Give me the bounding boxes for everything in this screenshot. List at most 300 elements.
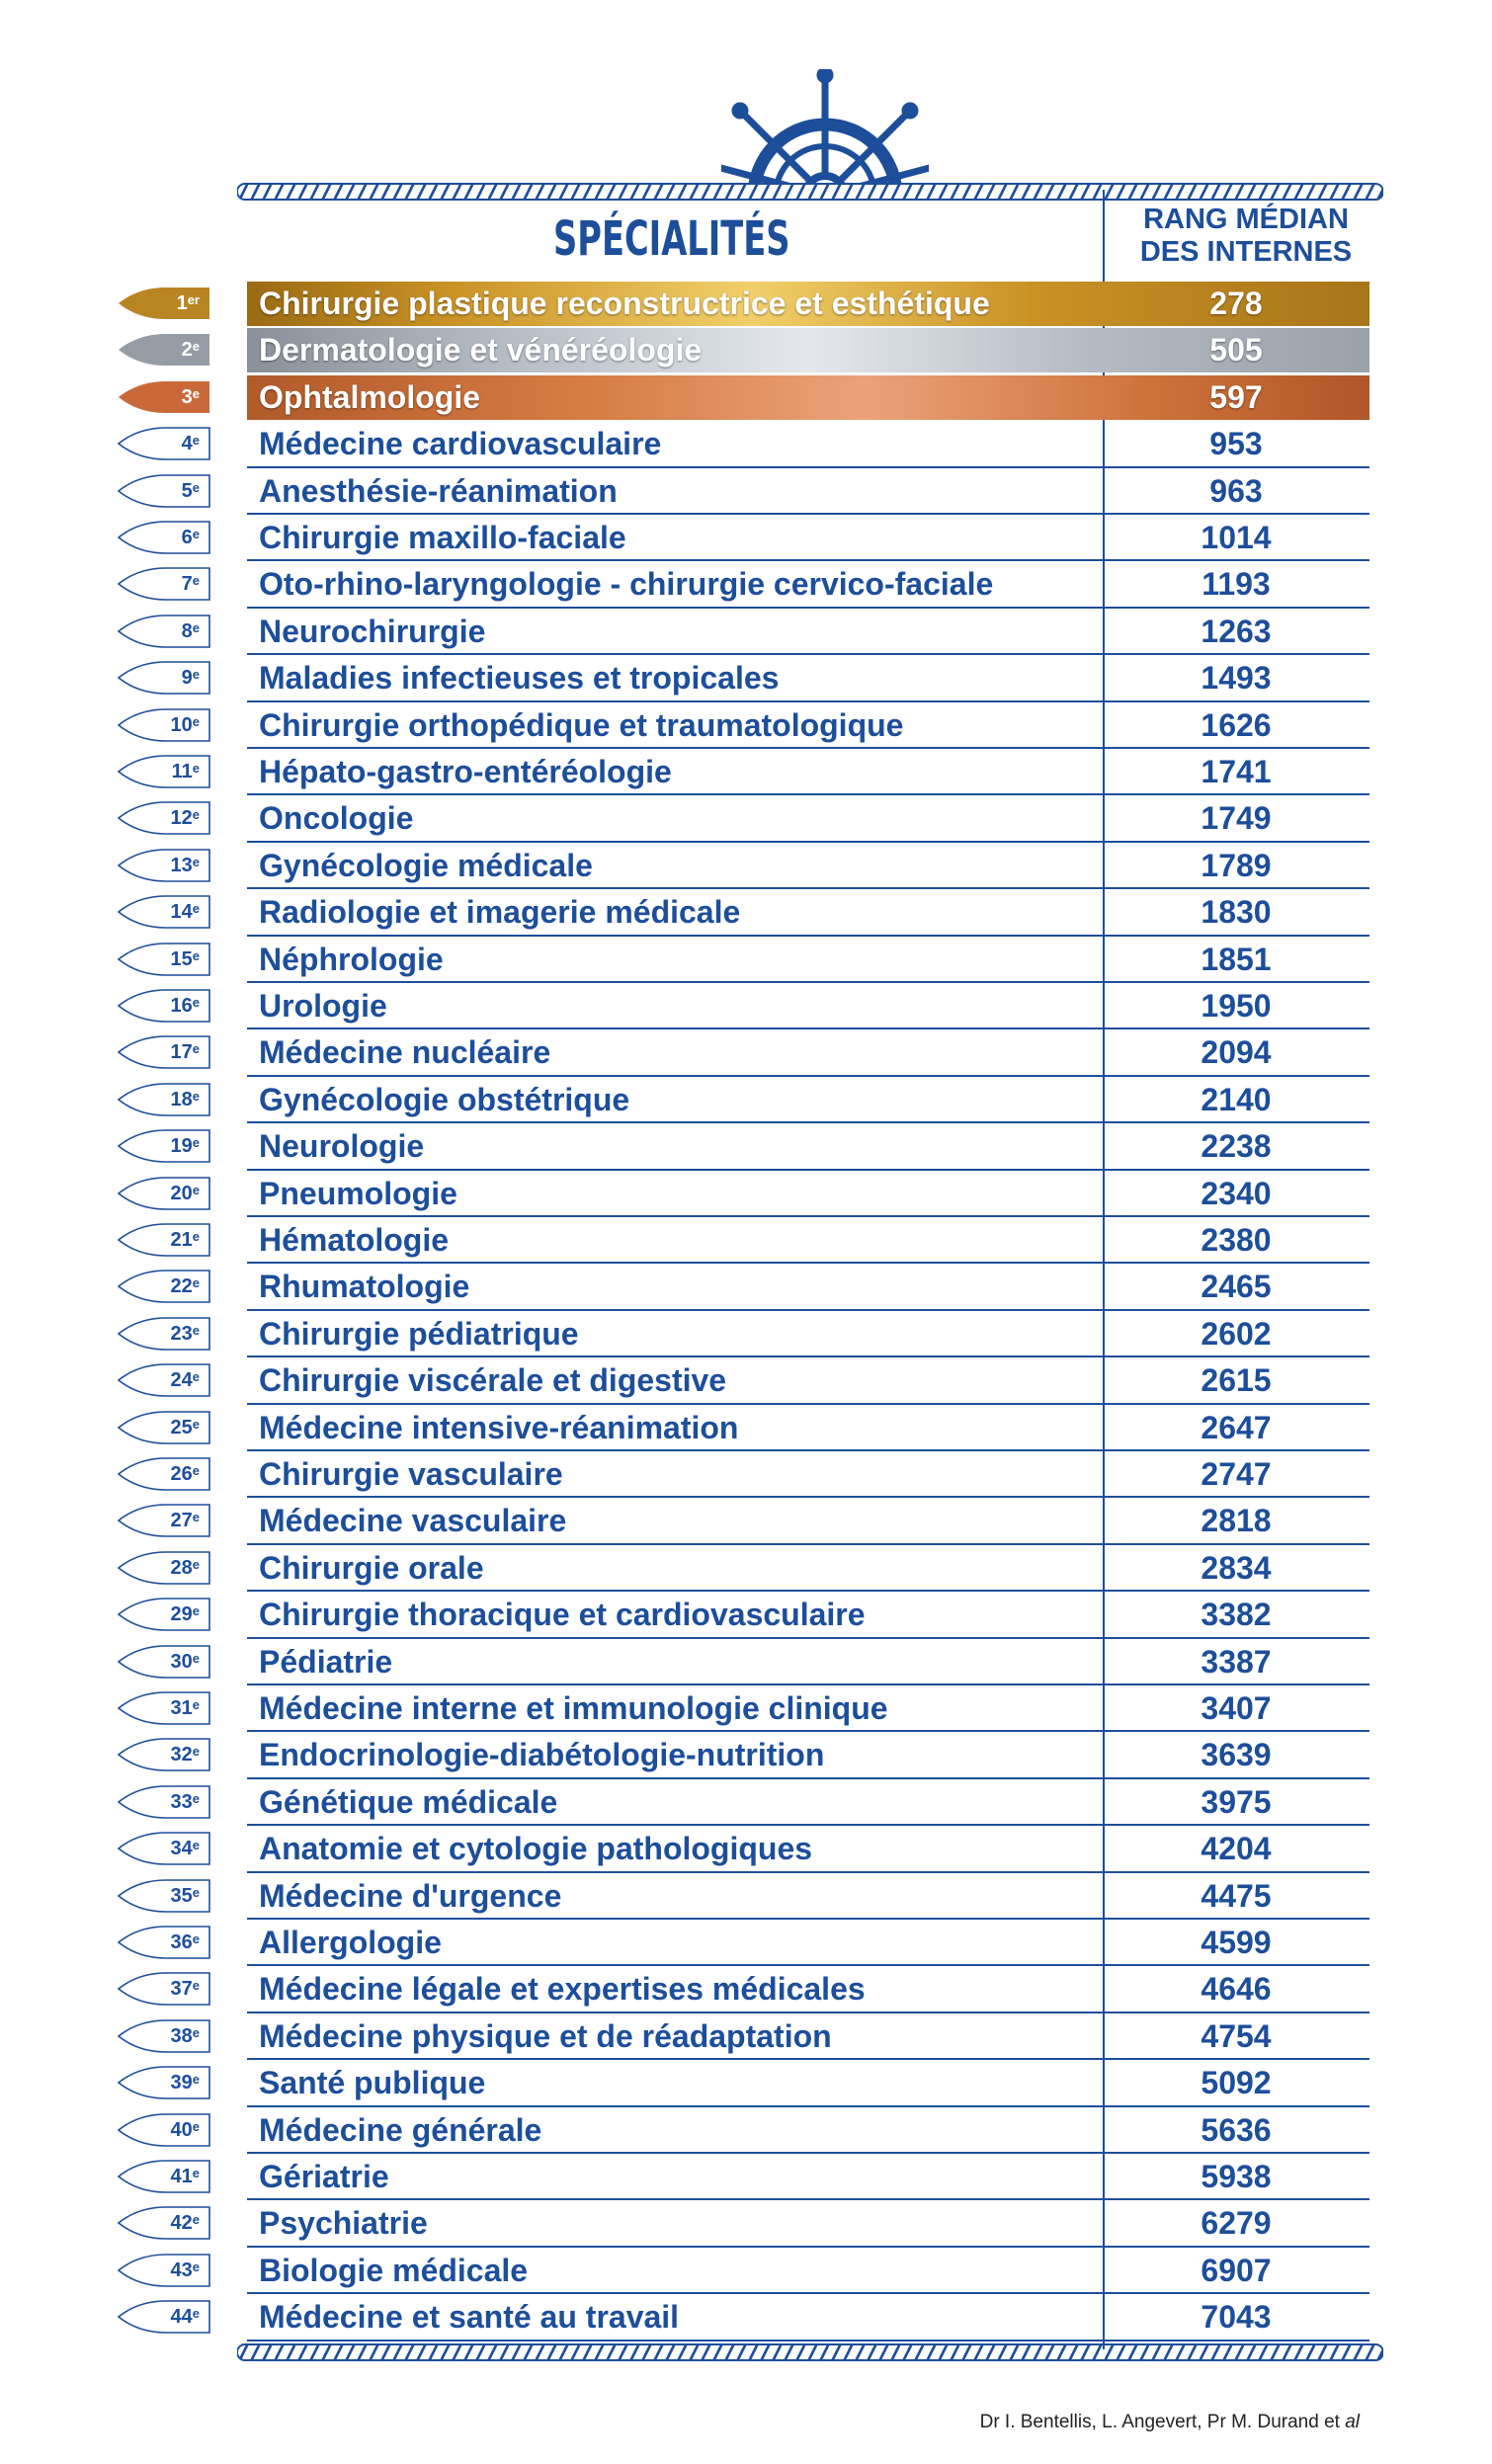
rank-position-badge [117, 1081, 215, 1118]
position-suffix: e [192, 2212, 200, 2228]
table-row [0, 1451, 1492, 1498]
specialty-name: Chirurgie orale [259, 1549, 484, 1586]
rank-position-label [117, 1830, 207, 1867]
specialty-name: Hématologie [259, 1222, 450, 1258]
median-rank-value: 3639 [1201, 1737, 1272, 1773]
rank-position-badge [117, 285, 215, 322]
rank-position-label [117, 613, 207, 650]
table-row [0, 1123, 1492, 1170]
rank-position-label [117, 706, 207, 744]
rank-position-label [117, 1924, 207, 1961]
rope-border-top [237, 182, 1383, 202]
median-rank-value: 2238 [1201, 1128, 1272, 1165]
position-number: 11 [171, 761, 193, 782]
table-row [0, 2200, 1492, 2247]
median-rank-value: 4754 [1201, 2017, 1272, 2054]
table-row [0, 2060, 1492, 2106]
table-row [0, 1077, 1492, 1123]
rank-position-label [117, 2252, 207, 2289]
specialty-name: Anatomie et cytologie pathologiques [259, 1831, 813, 1867]
specialty-name: Oto-rhino-laryngologie - chirurgie cervico-faciale [259, 566, 994, 603]
position-suffix: er [187, 292, 200, 307]
specialty-name: Neurochirurgie [259, 613, 486, 649]
table-row [0, 843, 1492, 889]
position-number: 12 [170, 807, 193, 830]
position-suffix: e [192, 2166, 200, 2180]
position-suffix: e [192, 385, 200, 401]
specialty-name: Allergologie [259, 1925, 442, 1960]
rank-position-badge [117, 706, 215, 744]
rank-position-badge [117, 847, 215, 884]
position-number: 32 [170, 1744, 193, 1766]
rank-position-badge [117, 1643, 215, 1681]
rank-position-label [117, 1127, 207, 1165]
table-row [0, 1873, 1492, 1920]
median-rank-value: 1830 [1201, 894, 1272, 931]
position-number: 38 [170, 2024, 193, 2047]
position-number: 4 [181, 433, 193, 455]
specialty-name: Médecine générale [259, 2111, 542, 2148]
rank-position-label [117, 1643, 207, 1681]
specialty-name: Ophtalmologie [259, 378, 480, 415]
table-row [0, 937, 1492, 983]
specialty-name: Biologie médicale [259, 2252, 529, 2288]
position-number: 21 [170, 1229, 193, 1251]
position-number: 28 [170, 1556, 193, 1579]
specialty-name: Hépato-gastro-entéréologie [259, 754, 672, 789]
rank-position-label [117, 1596, 207, 1633]
specialty-name: Génétique médicale [259, 1783, 558, 1820]
rank-position-badge [117, 378, 215, 416]
position-number: 19 [170, 1135, 193, 1158]
rank-position-badge [117, 1409, 215, 1446]
table-row [0, 702, 1492, 749]
specialty-name: Médecine nucléaire [259, 1034, 551, 1071]
rank-position-badge [117, 2252, 215, 2289]
median-rank-value: 5092 [1201, 2065, 1272, 2101]
rank-position-badge [117, 2064, 215, 2101]
median-rank-value: 1950 [1201, 988, 1272, 1024]
table-row [0, 1405, 1492, 1451]
specialty-name: Psychiatrie [259, 2205, 428, 2242]
median-rank-value: 505 [1209, 332, 1263, 369]
position-suffix: e [192, 339, 200, 355]
rank-position-badge [117, 2158, 215, 2195]
median-rank-value: 597 [1209, 378, 1263, 415]
rank-position-badge [117, 2204, 215, 2242]
position-number: 17 [170, 1041, 193, 1064]
table-row [0, 889, 1492, 936]
position-suffix: e [192, 1650, 200, 1666]
position-number: 30 [170, 1650, 193, 1673]
position-number: 2 [181, 339, 193, 362]
position-number: 15 [170, 947, 193, 970]
specialty-name: Médecine vasculaire [259, 1503, 567, 1539]
rank-position-label [117, 2064, 207, 2101]
position-suffix: e [192, 901, 200, 917]
specialty-name: Néphrologie [259, 941, 444, 977]
median-rank-value: 1014 [1201, 520, 1272, 555]
rank-position-label [117, 987, 207, 1025]
rank-position-label [117, 1549, 207, 1587]
rank-position-label [117, 753, 207, 790]
rank-position-badge [117, 613, 215, 650]
position-suffix: e [192, 1463, 200, 1478]
median-rank-value: 5636 [1201, 2111, 1272, 2148]
table-row [0, 561, 1492, 608]
rank-position-label [117, 331, 207, 369]
rank-position-badge [117, 1783, 215, 1821]
median-rank-value: 2747 [1201, 1456, 1272, 1492]
rank-position-badge [117, 1455, 215, 1493]
position-number: 22 [170, 1275, 193, 1298]
rank-position-badge [117, 331, 215, 369]
table-row [0, 1357, 1492, 1404]
rank-position-badge [117, 941, 215, 978]
rank-position-badge [117, 565, 215, 603]
table-row [0, 2013, 1492, 2060]
credit-etal: al [1345, 2412, 1360, 2432]
position-suffix: e [192, 1088, 200, 1104]
median-rank-value: 953 [1209, 426, 1263, 462]
rank-position-badge [117, 425, 215, 462]
position-suffix: e [192, 1838, 200, 1853]
median-rank-value: 2818 [1201, 1503, 1272, 1539]
specialty-name: Chirurgie pédiatrique [259, 1315, 579, 1352]
table-row [0, 749, 1492, 795]
median-rank-value: 2615 [1201, 1362, 1272, 1399]
specialty-name: Santé publique [259, 2065, 486, 2101]
median-rank-value: 4475 [1201, 1877, 1272, 1914]
position-number: 27 [170, 1510, 193, 1532]
rank-position-label [117, 565, 207, 603]
row-divider [247, 2340, 1369, 2341]
rank-position-badge [117, 519, 215, 556]
median-rank-value: 2465 [1201, 1269, 1272, 1305]
position-number: 7 [181, 573, 193, 596]
table-row [0, 281, 1492, 327]
table-row [0, 795, 1492, 842]
table-row [0, 983, 1492, 1029]
rank-position-badge [117, 1315, 215, 1353]
rank-position-label [117, 1689, 207, 1727]
median-rank-value: 1741 [1201, 754, 1272, 789]
position-number: 36 [170, 1931, 193, 1953]
position-suffix: e [192, 1182, 200, 1197]
rank-position-badge [117, 659, 215, 697]
position-number: 3 [181, 385, 193, 408]
median-rank-value: 1193 [1202, 566, 1271, 603]
position-suffix: e [192, 1884, 200, 1900]
median-rank-value: 4204 [1201, 1831, 1272, 1867]
median-rank-value: 3387 [1201, 1643, 1272, 1680]
rank-position-badge [117, 1127, 215, 1165]
table-row [0, 1732, 1492, 1778]
position-number: 18 [170, 1088, 193, 1110]
rank-position-badge [117, 1877, 215, 1915]
position-suffix: e [192, 807, 200, 823]
rank-position-label [117, 1268, 207, 1305]
median-rank-value: 1493 [1201, 660, 1272, 697]
position-number: 8 [181, 619, 193, 642]
position-suffix: e [192, 1041, 200, 1057]
specialty-name: Radiologie et imagerie médicale [259, 894, 741, 931]
position-suffix: e [192, 1931, 200, 1946]
rank-position-label [117, 1877, 207, 1915]
table-row [0, 1592, 1492, 1638]
position-suffix: e [192, 947, 200, 963]
rank-position-label [117, 893, 207, 931]
rank-position-label [117, 2158, 207, 2195]
median-rank-value: 3975 [1201, 1783, 1272, 1820]
median-rank-value: 2380 [1201, 1222, 1272, 1258]
position-number: 42 [170, 2212, 193, 2235]
position-number: 6 [181, 527, 193, 548]
position-suffix: e [192, 1978, 200, 1994]
median-rank-value: 2602 [1201, 1315, 1272, 1352]
rank-position-badge [117, 2017, 215, 2055]
table-row [0, 1264, 1492, 1310]
rank-position-label [117, 847, 207, 884]
position-number: 14 [170, 901, 193, 924]
median-rank-value: 278 [1209, 286, 1263, 321]
position-suffix: e [192, 1369, 200, 1385]
rank-position-label [117, 472, 207, 510]
specialty-name: Anesthésie-réanimation [259, 472, 618, 509]
table-row [0, 1171, 1492, 1217]
median-rank-value: 7043 [1201, 2299, 1272, 2336]
rank-position-badge [117, 1924, 215, 1961]
specialty-name: Urologie [259, 988, 387, 1024]
specialty-name: Chirurgie maxillo-faciale [259, 520, 626, 555]
specialty-name: Chirurgie viscérale et digestive [259, 1362, 727, 1399]
specialty-name: Médecine légale et expertises médicales [259, 1971, 866, 2008]
position-suffix: e [192, 713, 200, 729]
rank-position-badge [117, 753, 215, 790]
specialty-name: Chirurgie plastique reconstructrice et esthétique [259, 286, 990, 321]
position-suffix: e [192, 2306, 200, 2322]
position-number: 41 [170, 2166, 193, 2187]
position-suffix: e [192, 1135, 200, 1151]
position-suffix: e [192, 527, 200, 541]
rank-heading-line2: DES INTERNES [1139, 236, 1353, 268]
ship-wheel-icon [721, 69, 929, 198]
rank-position-label [117, 1455, 207, 1493]
specialty-name: Médecine physique et de réadaptation [259, 2017, 832, 2054]
position-suffix: e [192, 1697, 200, 1712]
rank-position-badge [117, 1830, 215, 1867]
rank-position-label [117, 2204, 207, 2242]
specialites-heading: SPÉCIALITÉS [553, 211, 790, 267]
specialty-name: Chirurgie thoracique et cardiovasculaire [259, 1597, 866, 1633]
position-number: 5 [181, 479, 193, 502]
position-number: 9 [181, 667, 193, 690]
median-rank-value: 963 [1209, 472, 1263, 509]
rank-position-label [117, 1221, 207, 1259]
position-suffix: e [192, 995, 200, 1010]
rank-position-label [117, 799, 207, 837]
position-number: 35 [170, 1884, 193, 1907]
position-number: 1 [176, 292, 188, 314]
table-row [0, 2154, 1492, 2200]
median-rank-value: 2340 [1201, 1175, 1272, 1211]
rank-position-badge [117, 2111, 215, 2149]
median-rank-value: 1626 [1201, 706, 1272, 743]
table-row [0, 1779, 1492, 1826]
specialty-name: Dermatologie et vénéréologie [259, 332, 703, 369]
position-number: 34 [170, 1838, 193, 1860]
rank-position-badge [117, 1268, 215, 1305]
rank-position-label [117, 1970, 207, 2008]
specialty-name: Chirurgie vasculaire [259, 1456, 563, 1492]
position-suffix: e [192, 854, 200, 869]
rank-position-label [117, 1361, 207, 1399]
position-number: 40 [170, 2118, 193, 2141]
position-suffix: e [192, 479, 200, 495]
position-suffix: e [192, 2118, 200, 2134]
rank-position-label [117, 378, 207, 416]
rank-column-heading [1103, 204, 1389, 269]
rank-position-badge [117, 1689, 215, 1727]
credit-line [980, 2412, 1360, 2433]
median-rank-value: 3407 [1201, 1690, 1272, 1726]
table-row [0, 1685, 1492, 1732]
position-number: 24 [170, 1369, 193, 1392]
median-rank-value: 4646 [1201, 1971, 1272, 2008]
position-number: 13 [170, 854, 193, 876]
position-suffix: e [192, 2024, 200, 2040]
position-number: 37 [170, 1978, 193, 2001]
median-rank-value: 6907 [1201, 2252, 1272, 2288]
position-suffix: e [192, 433, 200, 449]
rank-position-badge [117, 1033, 215, 1071]
median-rank-value: 1263 [1201, 613, 1272, 649]
rank-position-badge [117, 1175, 215, 1212]
rank-heading-line1: RANG MÉDIAN [1143, 204, 1349, 235]
position-number: 26 [170, 1463, 193, 1485]
specialty-name: Médecine cardiovasculaire [259, 426, 662, 462]
rank-position-label [117, 1033, 207, 1071]
position-number: 10 [170, 713, 193, 736]
specialty-name: Pédiatrie [259, 1643, 393, 1680]
rank-position-badge [117, 1549, 215, 1587]
specialty-name: Gynécologie médicale [259, 847, 593, 883]
position-suffix: e [192, 1416, 200, 1432]
specialty-name: Médecine intensive-réanimation [259, 1409, 739, 1445]
position-suffix: e [192, 1510, 200, 1525]
table-row [0, 468, 1492, 515]
position-suffix: e [192, 2072, 200, 2088]
median-rank-value: 2834 [1201, 1549, 1272, 1586]
position-number: 44 [170, 2306, 193, 2329]
median-rank-value: 1749 [1201, 800, 1272, 837]
median-rank-value: 2140 [1201, 1081, 1272, 1117]
table-row [0, 2294, 1492, 2341]
rank-position-label [117, 1409, 207, 1446]
specialty-name: Endocrinologie-diabétologie-nutrition [259, 1737, 825, 1773]
position-suffix: e [192, 573, 200, 589]
position-suffix: e [192, 1790, 200, 1806]
median-rank-value: 1851 [1201, 941, 1272, 977]
median-rank-value: 3382 [1201, 1597, 1272, 1633]
rank-position-badge [117, 1502, 215, 1539]
position-suffix: e [192, 1603, 200, 1619]
specialty-name: Pneumologie [259, 1175, 457, 1211]
rank-position-label [117, 1502, 207, 1539]
median-rank-value: 6279 [1201, 2205, 1272, 2242]
rank-position-label [117, 2111, 207, 2149]
table-row [0, 1217, 1492, 1264]
position-suffix: e [192, 1556, 200, 1572]
specialty-name: Médecine d'urgence [259, 1877, 562, 1914]
position-suffix: e [192, 1275, 200, 1291]
rank-position-badge [117, 472, 215, 510]
table-row [0, 1029, 1492, 1076]
specialty-name: Neurologie [259, 1128, 425, 1165]
table-row [0, 1966, 1492, 2012]
rank-position-badge [117, 2298, 215, 2336]
specialty-name: Rhumatologie [259, 1269, 470, 1305]
rank-position-label [117, 425, 207, 462]
rank-position-badge [117, 1736, 215, 1773]
rank-position-label [117, 1315, 207, 1353]
rank-position-badge [117, 1596, 215, 1633]
position-suffix: e [192, 619, 200, 635]
specialty-name: Chirurgie orthopédique et traumatologique [259, 706, 904, 743]
specialty-name: Gynécologie obstétrique [259, 1081, 630, 1117]
position-number: 43 [170, 2259, 193, 2281]
rank-position-label [117, 941, 207, 978]
position-suffix: e [192, 761, 200, 776]
specialty-name: Médecine et santé au travail [259, 2299, 680, 2336]
table-row [0, 609, 1492, 655]
table-row [0, 421, 1492, 467]
position-suffix: e [192, 1229, 200, 1244]
position-number: 39 [170, 2072, 193, 2094]
median-rank-value: 4599 [1201, 1925, 1272, 1960]
median-rank-value: 1789 [1201, 847, 1272, 883]
rank-position-badge [117, 987, 215, 1025]
position-suffix: e [192, 2259, 200, 2274]
rank-position-badge [117, 1361, 215, 1399]
rank-position-badge [117, 799, 215, 837]
table-row [0, 327, 1492, 373]
table-row [0, 1639, 1492, 1685]
rope-border-bottom [237, 2342, 1383, 2362]
table-row [0, 515, 1492, 561]
table-row [0, 2107, 1492, 2154]
position-number: 31 [170, 1697, 193, 1719]
table-row [0, 1545, 1492, 1592]
position-number: 20 [170, 1182, 193, 1204]
rank-position-badge [117, 1221, 215, 1259]
position-number: 29 [170, 1603, 193, 1626]
rank-position-badge [117, 1970, 215, 2008]
rank-position-label [117, 519, 207, 556]
rank-position-label [117, 1783, 207, 1821]
position-number: 25 [170, 1416, 193, 1438]
median-rank-value: 2647 [1201, 1409, 1272, 1445]
rank-position-label [117, 2017, 207, 2055]
rank-position-label [117, 659, 207, 697]
table-row [0, 2248, 1492, 2294]
table-row [0, 1311, 1492, 1357]
rank-position-label [117, 1736, 207, 1773]
position-number: 23 [170, 1322, 193, 1345]
position-number: 33 [170, 1790, 193, 1813]
median-rank-value: 2094 [1201, 1034, 1272, 1071]
specialty-name: Oncologie [259, 800, 414, 837]
